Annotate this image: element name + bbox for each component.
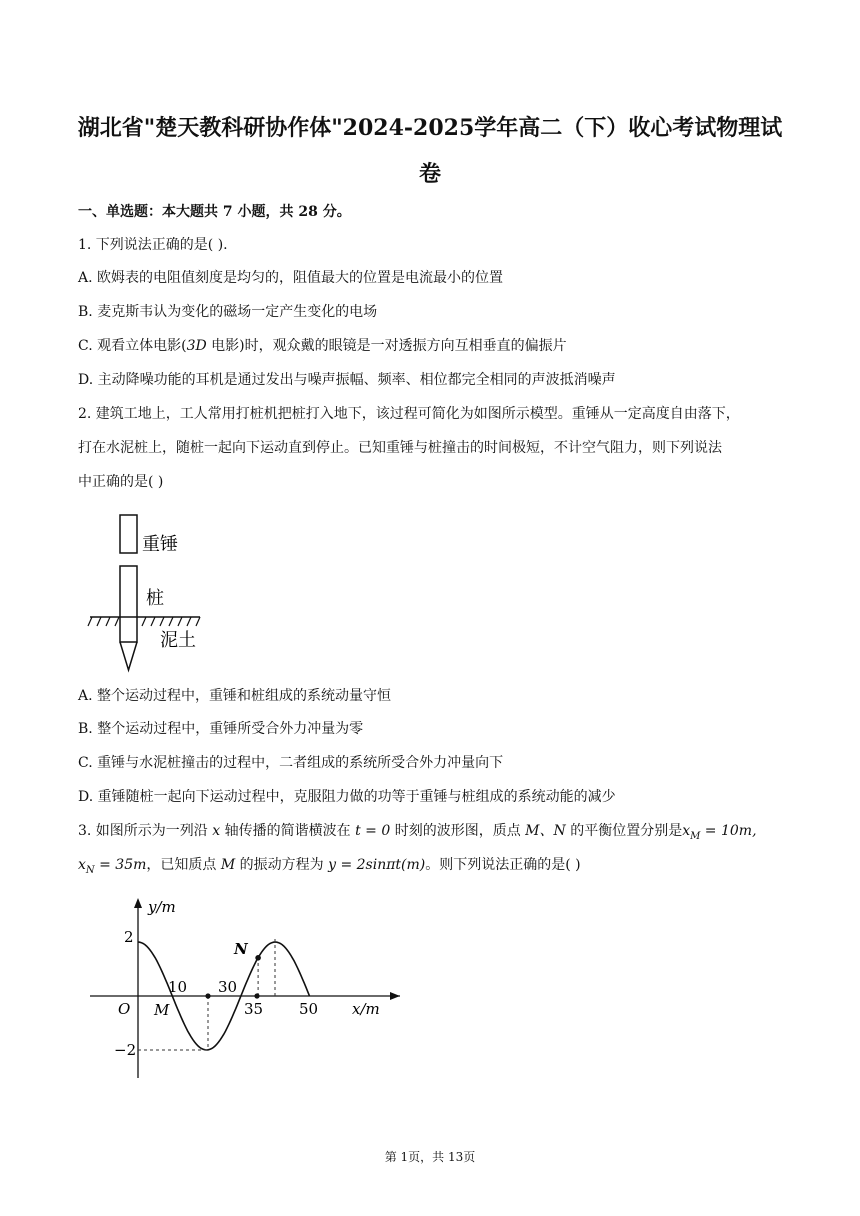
y-tick-2: 2 — [124, 928, 134, 946]
y-axis-label: y/m — [148, 898, 176, 916]
ground-hatching — [88, 617, 200, 626]
trough-axis-dot — [205, 993, 210, 998]
wave-graph-figure — [84, 890, 404, 1090]
q2-stem-line3: 中正确的是( ) — [78, 474, 164, 490]
pile-label: 桩 — [146, 588, 164, 609]
x-tick-35: 35 — [244, 1000, 264, 1018]
q2-option-b: B. 整个运动过程中，重锤所受合外力冲量为零 — [78, 721, 364, 737]
point-m-label: M — [154, 1001, 170, 1019]
q2-option-a: A. 整个运动过程中，重锤和桩组成的系统动量守恒 — [78, 688, 392, 704]
q1-option-c: C. 观看立体电影(3D 电影)时，观众戴的眼镜是一对透振方向互相垂直的偏振片 — [78, 338, 567, 354]
hammer-label: 重锤 — [142, 534, 178, 555]
point-n-label: N — [234, 940, 248, 958]
q2-option-c: C. 重锤与水泥桩撞击的过程中，二者组成的系统所受合外力冲量向下 — [78, 755, 504, 771]
q1-option-b: B. 麦克斯韦认为变化的磁场一定产生变化的电场 — [78, 304, 378, 320]
x-axis-label: x/m — [352, 1000, 380, 1018]
x-tick-50: 50 — [299, 1000, 319, 1018]
origin-label: O — [118, 1000, 131, 1018]
page-title-line2: 卷 — [418, 161, 441, 187]
q1-option-d: D. 主动降噪功能的耳机是通过发出与噪声振幅、频率、相位都完全相同的声波抵消噪声 — [78, 372, 616, 388]
point-n-axis-dot — [254, 993, 259, 998]
y-axis-arrow — [134, 898, 142, 908]
x-axis-arrow — [390, 992, 400, 1000]
q2-option-d: D. 重锤随桩一起向下运动过程中，克服阻力做的功等于重锤与桩组成的系统动能的减少 — [78, 789, 616, 805]
x-tick-30: 30 — [218, 978, 238, 996]
q2-stem-line1: 2. 建筑工地上，工人常用打桩机把桩打入地下，该过程可简化为如图所示模型。重锤从一定高度自由落下， — [78, 406, 740, 422]
q1-option-a: A. 欧姆表的电阻值刻度是均匀的，阻值最大的位置是电流最小的位置 — [78, 270, 504, 286]
q3-stem-line1: 3. 如图所示为一列沿 x 轴传播的简谐横波在 t = 0 时刻的波形图，质点 M、N 的平衡位置分别是$x_M = 10m$, — [78, 823, 757, 842]
q3-stem-line2: $x_N = 35m$，已知质点 M 的振动方程为 y = 2sinπt(m)。则下列说法正确的是( ) — [78, 857, 581, 876]
section-heading: 一、单选题：本大题共 7 小题，共 28 分。 — [78, 204, 351, 220]
pile-shape — [120, 566, 137, 642]
q1-stem: 1. 下列说法正确的是( ). — [78, 237, 228, 253]
hammer-shape — [120, 515, 137, 553]
pile-tip — [120, 642, 137, 670]
point-n-dot — [255, 955, 261, 961]
pile-driver-figure — [86, 510, 226, 675]
q2-stem-line2: 打在水泥桩上，随桩一起向下运动直到停止。已知重锤与桩撞击的时间极短，不计空气阻力，则下列说法 — [78, 440, 722, 456]
x-tick-10: 10 — [168, 978, 188, 996]
page-footer: 第 1页，共 13页 — [384, 1150, 476, 1164]
y-tick-neg2: −2 — [114, 1041, 137, 1059]
page-title-line1: 湖北省"楚天教科研协作体"2024-2025学年高二（下）收心考试物理试 — [77, 115, 783, 141]
soil-label: 泥土 — [160, 630, 196, 651]
